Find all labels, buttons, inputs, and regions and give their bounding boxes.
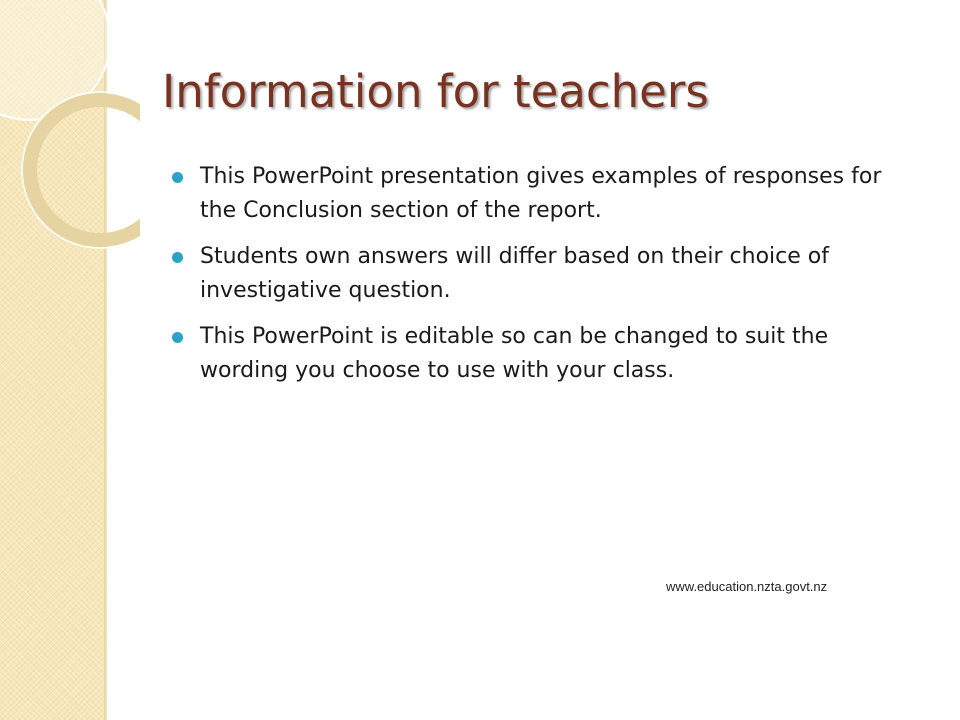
bullet-marker-icon — [172, 252, 183, 263]
bullet-text: Students own answers will differ based on their choice of investigative question. — [200, 244, 829, 303]
bullet-text: This PowerPoint is editable so can be changed to suit the wording you choose to use with your class. — [200, 324, 829, 383]
bullet-item — [170, 160, 920, 228]
decorative-ring — [30, 100, 140, 240]
footer-url: www.education.nzta.govt.nz — [666, 579, 828, 594]
bullet-list — [170, 160, 920, 400]
bullet-item — [170, 240, 920, 308]
bullet-marker-icon — [172, 172, 183, 183]
bullet-marker-icon — [172, 332, 183, 343]
decorative-circles — [0, 0, 140, 260]
bullet-item — [170, 320, 920, 388]
slide-title: Information for teachers — [162, 65, 709, 118]
bullet-text: This PowerPoint presentation gives examples of responses for the Conclusion section of the report. — [200, 164, 882, 223]
